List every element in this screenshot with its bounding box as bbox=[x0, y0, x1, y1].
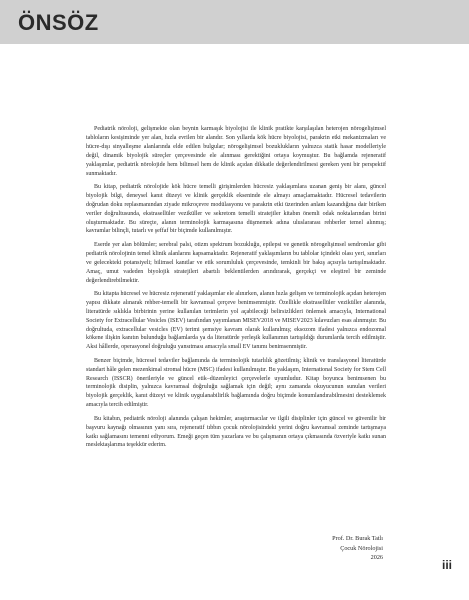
preface-paragraph: Bu kitabın, pediatrik nöroloji alanında çalışan hekimler, araştırmacılar ve ilgili disiplinler için güncel ve güvenilir bir başvuru kaynağı olmasının yanı sıra, rejeneratif tıbbın çocuk nörolojisindeki yerini doğru kavramsal zeminde tartışmaya katkı sağlamasını temenni ediyorum. Emeği geçen tüm yazarlara ve bu çalışmanın ortaya çıkmasında özveriyle katkı sunan meslektaşlarıma teşekkür ederim. bbox=[86, 415, 386, 449]
preface-paragraph: Pediatrik nöroloji, gelişmekte olan beynin karmaşık biyolojisi ile klinik pratikte karşılaşılan heterojen nörogelişimsel tabloların kesişiminde yer alan, hızla evrilen bir alandır. Son yıllarda kök hücre biyolojisi, parakrin etki mekanizmaları ve hücre-dışı sinyalleşme alanlarında elde edilen bulgular; nörogelişimsel bozuklukların yalnızca statik hasar modelleriyle değil, dinamik biyolojik süreçler çerçevesinde ele alınması gerektiğini ortaya koymuştur. Bu bağlamda rejeneratif yaklaşımlar, pediatrik nörolojide hem bilimsel hem de klinik açıdan dikkatle değerlendirilmesi gereken yeni bir perspektif sunmaktadır. bbox=[86, 126, 386, 177]
preface-paragraph: Eserde yer alan bölümler; serebral palsi, otizm spektrum bozukluğu, epilepsi ve genetik nörogelişimsel sendromlar gibi pediatrik nörolojinin temel klinik alanlarını kapsamaktadır. Rejeneratif yaklaşımların bu tablolar içindeki olası yeri, sınırları ve gelecekteki potansiyeli; bilimsel kanıtlar ve etik sorumluluk çerçevesinde, temkinli bir bakış açısıyla tartışılmaktadır. Amaç, umut vadeden biyolojik stratejileri abartılı beklentilerden arındırarak, gerçekçi ve eleştirel bir zeminde değerlendirebilmektir. bbox=[86, 241, 386, 284]
author-name: Prof. Dr. Burak Tatlı bbox=[332, 535, 383, 542]
page-title: ÖNSÖZ bbox=[18, 10, 99, 35]
author-department: Çocuk Nörolojisi bbox=[340, 544, 383, 552]
preface-body bbox=[86, 125, 386, 455]
preface-paragraph: Benzer biçimde, hücresel tedaviler bağlamında da terminolojik tutarlılık gözetilmiş; klinik ve translasyonel literatürde standart hâle gelen mezenkimal stromal hücre (MSC) ifadesi kullanılmıştır. Bu yaklaşım, International Society for Stem Cell Research (ISSCR) önerileriyle ve güncel etik–düzenleyici çerçevelerle uyumludur. Kitap boyunca benimsenen bu terminolojik disiplin, yalnızca kavramsal doğruluğu sağlamak için değil; aynı zamanda okuyucunun sunulan verileri biyolojik gerçeklik, kanıt düzeyi ve klinik uygulanabilirlik bağlamında doğru biçimde konumlandırabilmesini desteklemek amacıyla tercih edilmiştir. bbox=[86, 357, 386, 409]
preface-paragraph: Bu kitap, pediatrik nörolojide kök hücre temelli girişimlerden hücresiz yaklaşımlara uzanan geniş bir alanı, güncel biyolojik bilgi, deneysel kanıt düzeyi ve klinik gerçeklik ekseninde ele almayı amaçlamaktadır. Hücresel tedavilerin doğrudan doku replasmanından ziyade mikroçevre modülasyonu ve parakrin etki üzerinden anlam kazandığına dair biriken veriler doğrultusunda, ekstrasellüler veziküller ve sekretom temelli stratejiler kitabın önemli odak noktalarından birini oluşturmaktadır. Bu süreçte, alanın terminolojik karmaşasına düşmemek adına uluslararası rehberler temel alınmış; kavramlar bilinçli, tutarlı ve şeffaf bir biçimde kullanılmıştır. bbox=[86, 183, 386, 235]
signature-block bbox=[233, 534, 383, 563]
signature-year: 2026 bbox=[370, 554, 383, 561]
page-number: iii bbox=[441, 558, 452, 572]
preface-paragraph: Bu kitapta hücresel ve hücresiz rejeneratif yaklaşımlar ele alınırken, alanın hızla gelişen ve terminolojik açıdan heterojen yapısı dikkate alınarak rehber-temelli bir kavramsal çerçeve benimsenmiştir. Özellikle ekstrasellüler veziküller alanında, literatürde sıklıkla birbirinin yerine kullanılan terimlerin yol açabileceği belirsizlikleri önlemek amacıyla, International Society for Extracellular Vesicles (ISEV) tarafından yayımlanan MISEV2018 ve MISEV2023 kılavuzları esas alınmıştır. Bu doğrultuda, extracellular vesicles (EV) terimi şemsiye kavram olarak kullanılmış; eksozom ifadesi yalnızca endozomal kökene ilişkin kanıtın bulunduğu bağlamlarda ya da literatürde yerleşik kullanımın tartışıldığı durumlarda tercih edilmiştir. Aksi hâllerde, operasyonel doğruluğu yansıtması amacıyla small EV tanımı benimsenmiştir. bbox=[86, 290, 386, 351]
